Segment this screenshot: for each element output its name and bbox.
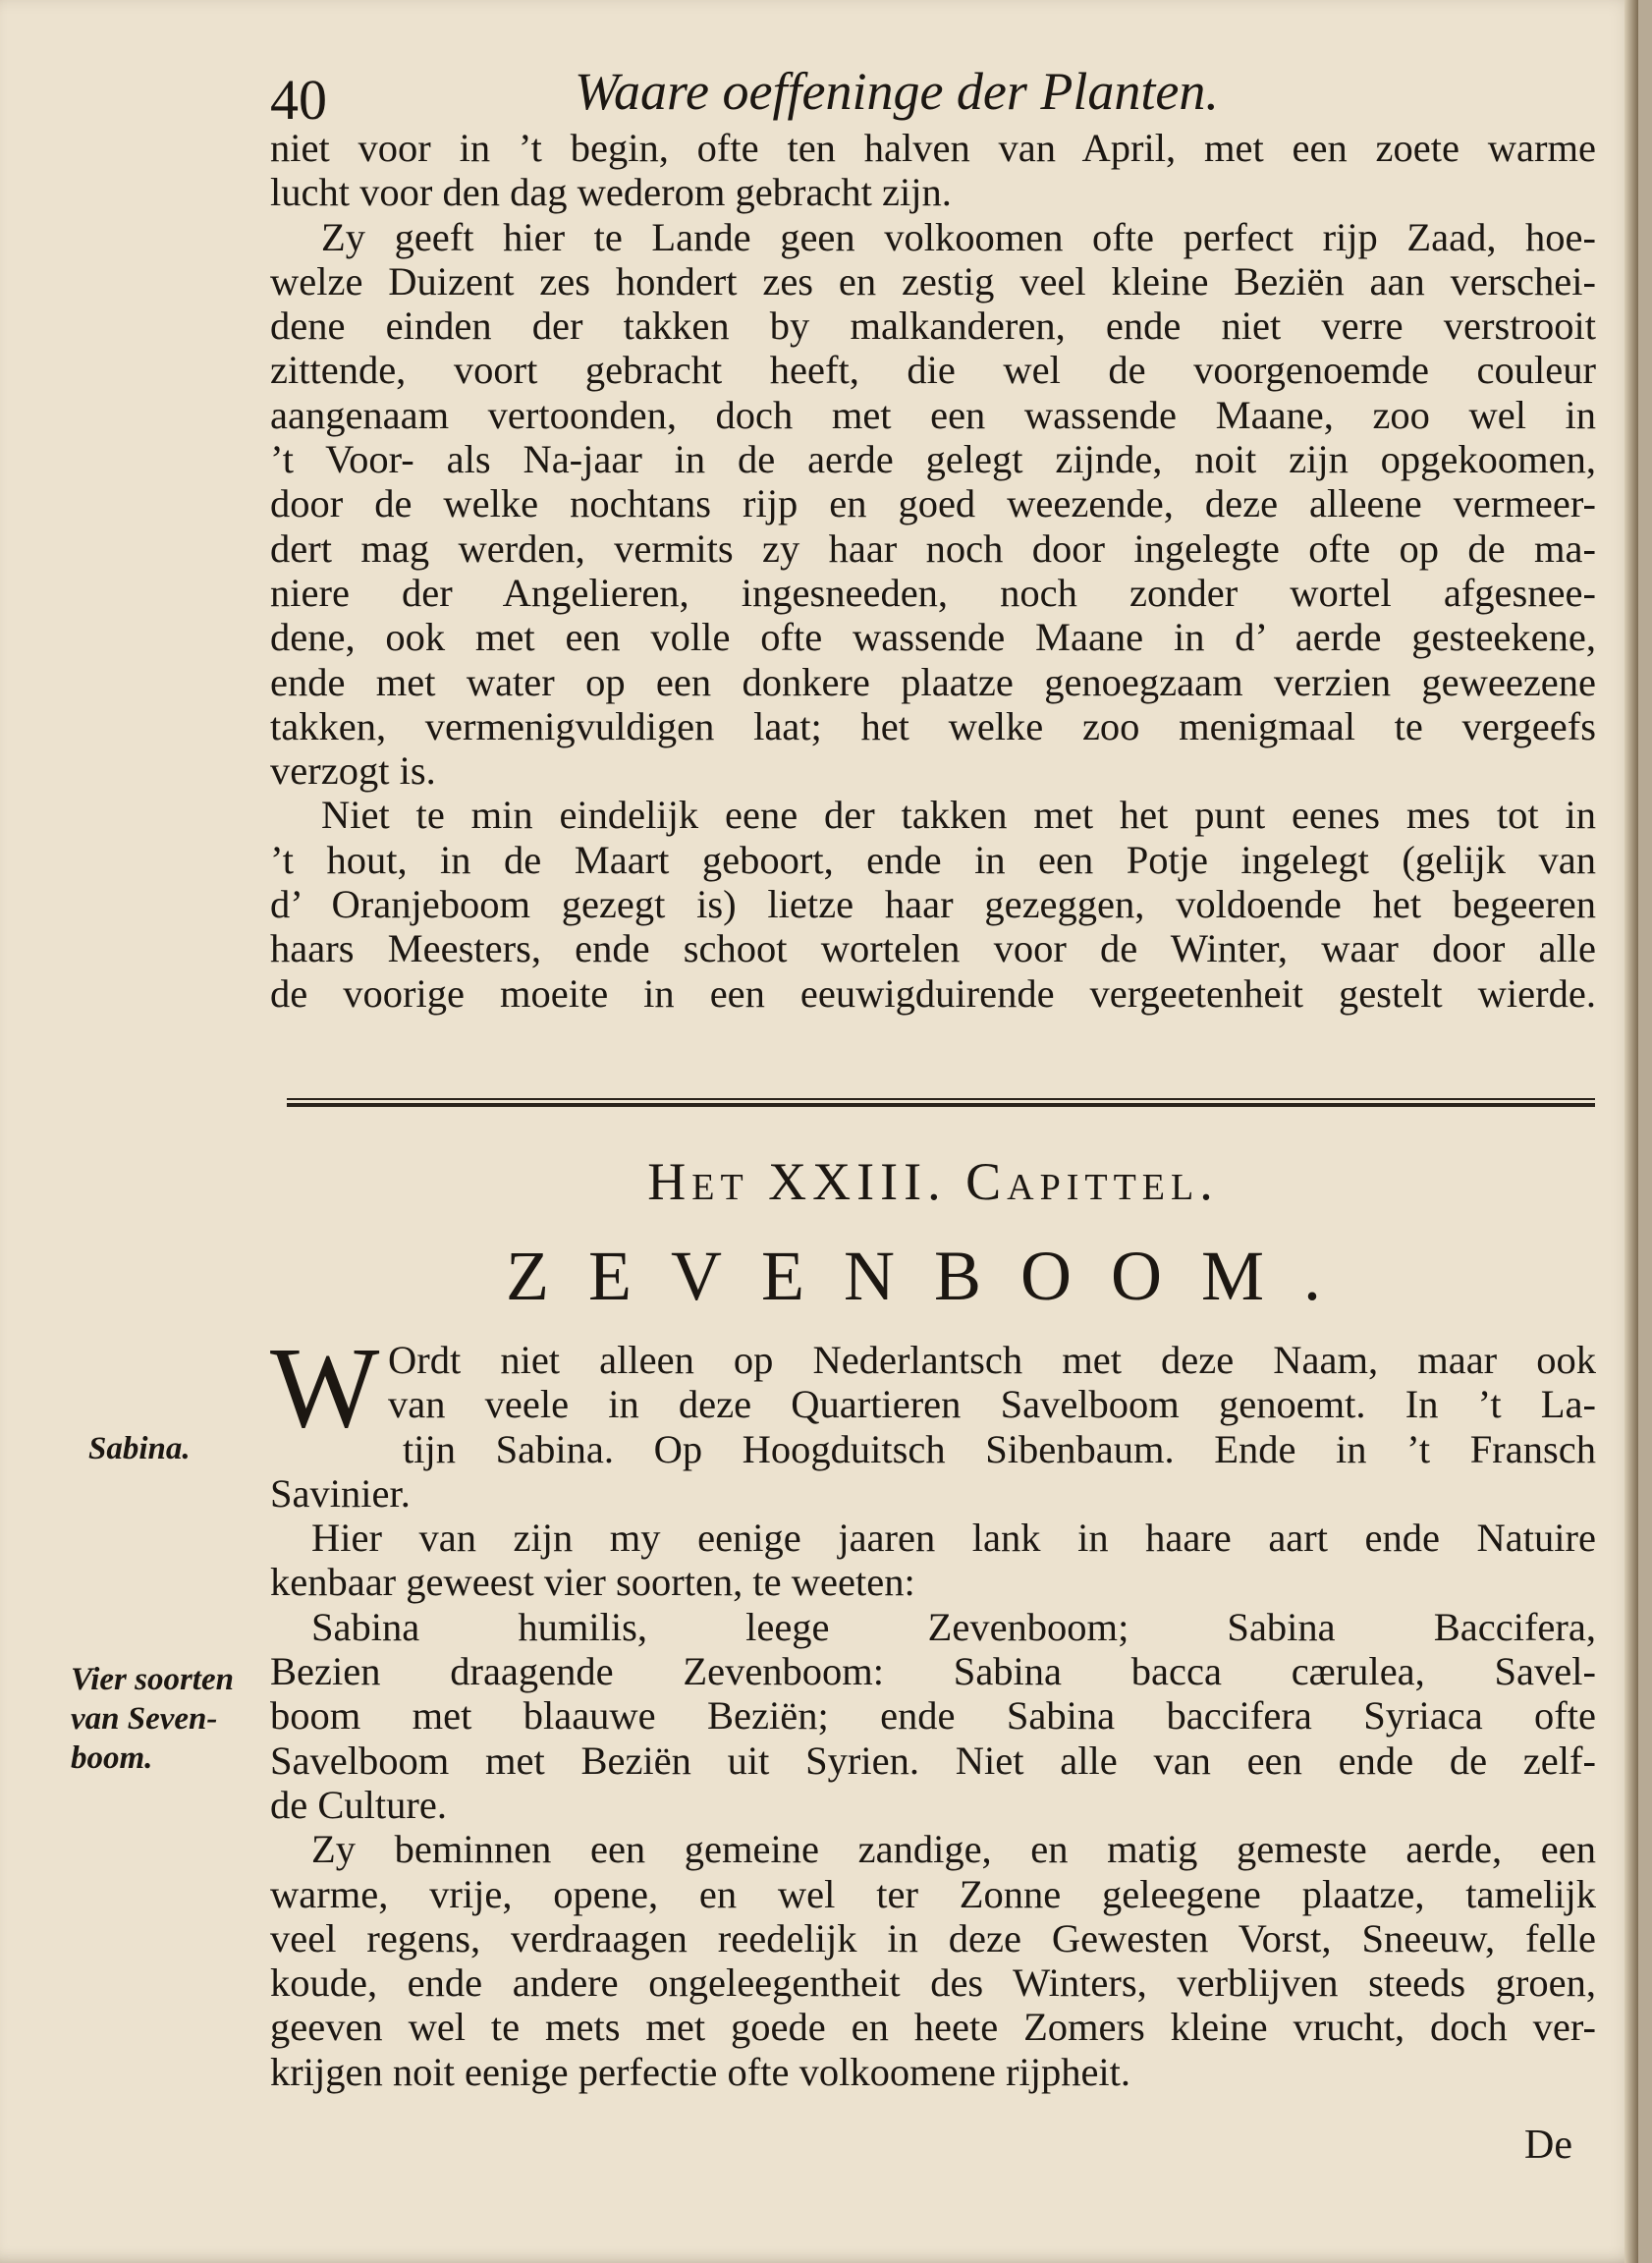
section-divider-rule <box>287 1098 1595 1112</box>
text-line: dert mag werden, vermits zy haar noch door ingelegte ofte op de ma- <box>270 525 1596 571</box>
text-line: warme, vrije, opene, en wel ter Zonne geleegene plaatze, tamelijk <box>270 1871 1596 1916</box>
margin-note-vier-soorten <box>71 1660 234 1778</box>
text-line: welze Duizent zes hondert zes en zestig veel kleine Beziën aan verschei- <box>270 258 1596 304</box>
drop-cap: W <box>270 1323 380 1452</box>
text-line: aangenaam vertoonden, doch met een wassende Maane, zoo wel in <box>270 392 1596 437</box>
text-line: de voorige moeite in een eeuwigduirende vergeetenheit gestelt wierde. <box>270 970 1596 1016</box>
page-edge-shadow <box>1624 0 1638 2263</box>
text-line: zittende, voort gebracht heeft, die wel de voorgenoemde couleur <box>270 348 1596 393</box>
text-line: lucht voor den dag wederom gebracht zijn. <box>270 170 952 215</box>
chapter-body-text <box>270 1323 1596 2094</box>
text-line: van veele in deze Quartieren Savelboom genoemt. In ’t La- <box>388 1382 1596 1427</box>
chapter-heading: Het XXIII. Capittel. <box>647 1152 1219 1211</box>
text-line: Ordt niet alleen op Nederlantsch met deze Naam, maar ook <box>388 1338 1596 1382</box>
section-one-text <box>270 126 1596 1016</box>
text-line: dene einden der takken by malkanderen, ende niet verre verstrooit <box>270 304 1596 349</box>
text-line: verzogt is. <box>270 748 436 794</box>
text-line: Sabina humilis, leege Zevenboom; Sabina Baccifera, <box>311 1604 1596 1649</box>
text-line: Zy geeft hier te Lande geen volkoomen ofte perfect rijp Zaad, hoe- <box>321 214 1596 259</box>
text-line: door de welke nochtans rijp en goed weezende, deze alleene vermeer- <box>270 481 1596 526</box>
text-line: koude, ende andere ongeleegentheit des Winters, verblijven steeds groen, <box>270 1960 1596 2006</box>
text-line: niere der Angelieren, ingesneeden, noch zonder wortel afgesnee- <box>270 570 1596 615</box>
margin-note-line: Vier soorten <box>71 1662 234 1697</box>
text-line: veel regens, verdraagen reedelijk in deze Gewesten Vorst, Sneeuw, felle <box>270 1915 1596 1960</box>
text-line: Bezien draagende Zevenboom: Sabina bacca cærulea, Savel- <box>270 1649 1596 1694</box>
text-line: takken, vermenigvuldigen laat; het welke zoo menigmaal te vergeefs <box>270 703 1596 748</box>
catchword: De <box>1524 2123 1572 2168</box>
text-line: d’ Oranjeboom gezegt is) lietze haar gezeggen, voldoende het begeeren <box>270 882 1596 927</box>
text-line: kenbaar geweest vier soorten, te weeten: <box>270 1560 915 1605</box>
margin-note-line: van Seven- <box>71 1701 218 1737</box>
text-line: de Culture. <box>270 1782 447 1827</box>
text-line: Hier van zijn my eenige jaaren lank in haare aart ende Natuire <box>311 1516 1596 1561</box>
margin-note-line: boom. <box>71 1740 153 1776</box>
text-line: boom met blaauwe Beziën; ende Sabina baccifera Syriaca ofte <box>270 1693 1596 1739</box>
text-line: Savinier. <box>270 1470 411 1516</box>
running-title: Waare oeffeninge der Planten. <box>575 62 1219 121</box>
text-line: haars Meesters, ende schoot wortelen voor de Winter, waar door alle <box>270 926 1596 971</box>
text-line: dene, ook met een volle ofte wassende Maane in d’ aerde gesteekene, <box>270 615 1596 660</box>
text-line: ende met water op een donkere plaatze genoegzaam verzien geweezene <box>270 659 1596 704</box>
text-line: niet voor in ’t begin, ofte ten halven van April, met een zoete warme <box>270 126 1596 170</box>
page-number: 40 <box>270 68 327 132</box>
text-line: Niet te min eindelijk eene der takken met het punt eenes mes tot in <box>321 793 1596 838</box>
text-line: tijn Sabina. Op Hoogduitsch Sibenbaum. Ende in ’t Fransch <box>403 1426 1596 1471</box>
text-line: krijgen noit eenige perfectie ofte volkoomene rijpheit. <box>270 2049 1131 2094</box>
text-line: Savelboom met Beziën uit Syrien. Niet alle van een ende de zelf- <box>270 1738 1596 1783</box>
margin-note-sabina: Sabina. <box>88 1431 191 1466</box>
text-line: ’t hout, in de Maart geboort, ende in een Potje ingelegt (gelijk van <box>270 837 1596 882</box>
chapter-title: ZEVENBOOM. <box>506 1237 1360 1315</box>
text-line: ’t Voor- als Na-jaar in de aerde gelegt zijnde, noit zijn opgekoomen, <box>270 437 1596 482</box>
text-line: Zy beminnen een gemeine zandige, en matig gemeste aerde, een <box>311 1827 1596 1872</box>
text-line: geeven wel te mets met goede en heete Zomers kleine vrucht, doch ver- <box>270 2005 1596 2050</box>
